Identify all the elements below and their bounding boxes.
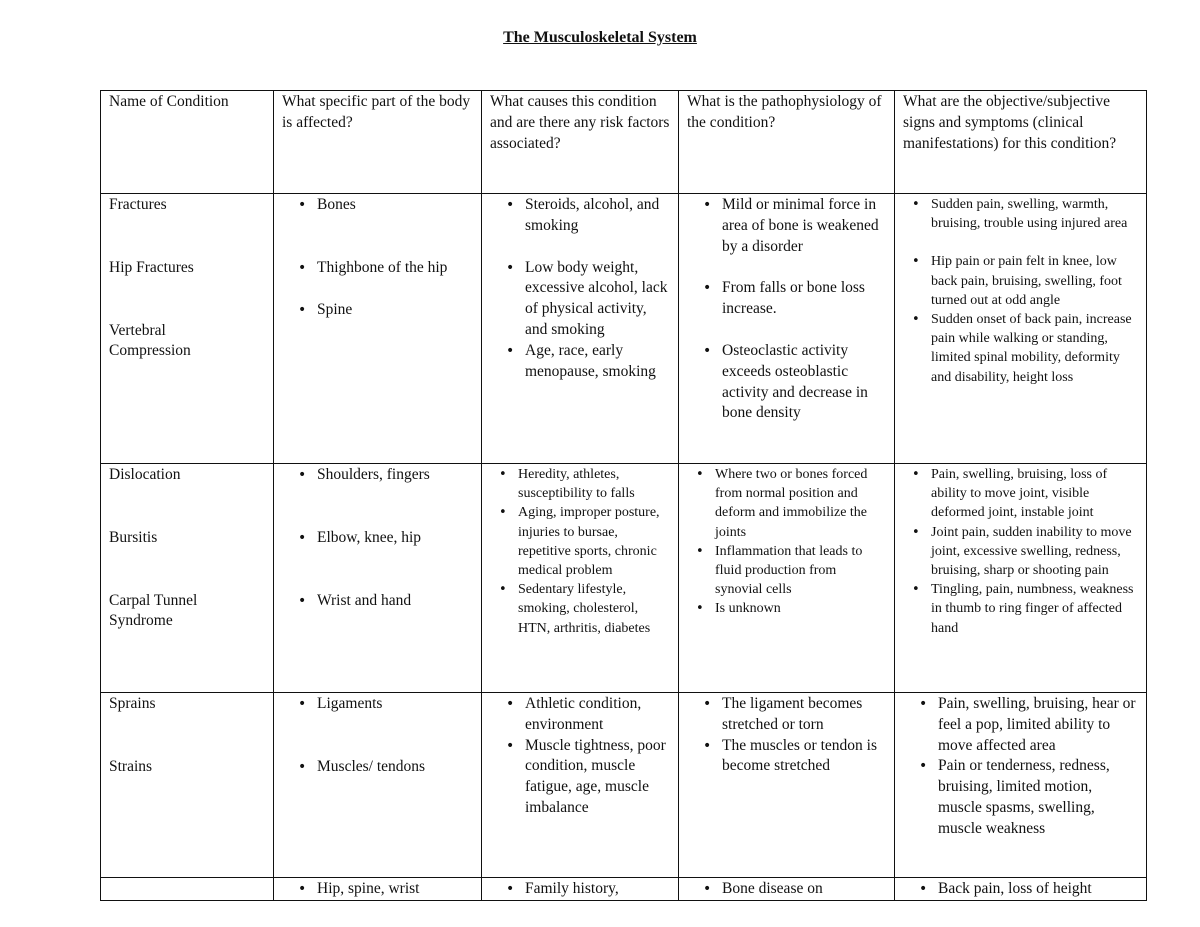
signs-cell (895, 464, 1147, 693)
list-item: • Ligaments (282, 694, 474, 715)
list-item: • Back pain, loss of height (903, 879, 1139, 900)
pathophysiology-cell (679, 693, 895, 878)
list-item: • Aging, improper posture, injuries to bursae, repetitive sports, chronic medical problem (490, 503, 671, 580)
list-item: • Hip pain or pain felt in knee, low back pain, bruising, swelling, foot turned out at odd angle (903, 252, 1139, 310)
condition-name: Dislocation (109, 466, 181, 483)
list-item: • Bones (282, 195, 474, 216)
list-item: • Pain, swelling, bruising, hear or feel a pop, limited ability to move affected area (903, 694, 1139, 756)
list-item: • From falls or bone loss increase. (687, 278, 887, 320)
header-cell: What is the pathophysiology of the condition? (679, 91, 895, 194)
list-item: • Athletic condition, environment (490, 694, 671, 736)
body-part-cell (274, 878, 482, 901)
list-item: • Heredity, athletes, susceptibility to falls (490, 465, 671, 503)
page-title: The Musculoskeletal System (503, 29, 697, 46)
table-row (101, 194, 1147, 464)
list-item: • Pain or tenderness, redness, bruising, limited motion, muscle spasms, swelling, muscle weakness (903, 756, 1139, 839)
condition-name: Bursitis (109, 528, 158, 546)
condition-names-cell (101, 693, 274, 878)
condition-name: Sprains (109, 695, 156, 712)
condition-names-cell (101, 464, 274, 693)
signs-cell (895, 693, 1147, 878)
list-item: • Tingling, pain, numbness, weakness in thumb to ring finger of affected hand (903, 580, 1139, 638)
list-item: • Bone disease on (687, 879, 887, 900)
pathophysiology-cell (679, 194, 895, 464)
causes-cell (482, 194, 679, 464)
list-item: • Where two or bones forced from normal position and deform and immobilize the joints (687, 465, 887, 542)
condition-name: Vertebral Compression (109, 321, 191, 360)
list-item: • Steroids, alcohol, and smoking (490, 195, 671, 237)
table-row (101, 464, 1147, 693)
list-item: • Sedentary lifestyle, smoking, cholesterol, HTN, arthritis, diabetes (490, 580, 671, 638)
list-item: • Hip, spine, wrist (282, 879, 474, 900)
header-cell: Name of Condition (101, 91, 274, 194)
condition-names-cell (101, 878, 274, 901)
condition-name: Carpal Tunnel Syndrome (109, 591, 198, 630)
list-item: • Shoulders, fingers (282, 465, 474, 486)
causes-cell (482, 464, 679, 693)
body-part-cell (274, 464, 482, 693)
header-cell: What are the objective/subjective signs and symptoms (clinical manifestations) for this condition? (895, 91, 1147, 194)
conditions-table (100, 90, 1147, 901)
list-item: • Family history, (490, 879, 671, 900)
list-item: • Age, race, early menopause, smoking (490, 341, 671, 383)
causes-cell (482, 693, 679, 878)
condition-name: Hip Fractures (109, 258, 194, 276)
header-cell: What causes this condition and are there any risk factors associated? (482, 91, 679, 194)
condition-names-cell (101, 194, 274, 464)
list-item: • The ligament becomes stretched or torn (687, 694, 887, 736)
list-item: • Is unknown (687, 599, 887, 618)
body-part-cell (274, 693, 482, 878)
table-row (101, 693, 1147, 878)
condition-name: Fractures (109, 196, 167, 213)
pathophysiology-cell (679, 878, 895, 901)
list-item: • Wrist and hand (282, 591, 474, 612)
list-item: • Sudden pain, swelling, warmth, bruising, trouble using injured area (903, 195, 1139, 233)
table-header-row (101, 91, 1147, 194)
list-item: • The muscles or tendon is become stretched (687, 736, 887, 778)
list-item: • Thighbone of the hip (282, 258, 474, 279)
signs-cell (895, 194, 1147, 464)
list-item: • Osteoclastic activity exceeds osteoblastic activity and decrease in bone density (687, 341, 887, 424)
list-item: • Low body weight, excessive alcohol, lack of physical activity, and smoking (490, 258, 671, 341)
header-cell: What specific part of the body is affected? (274, 91, 482, 194)
list-item: • Muscles/ tendons (282, 757, 474, 778)
condition-name: Strains (109, 757, 153, 775)
list-item: • Elbow, knee, hip (282, 528, 474, 549)
list-item: • Spine (282, 300, 474, 321)
causes-cell (482, 878, 679, 901)
list-item: • Sudden onset of back pain, increase pain while walking or standing, limited spinal mobility, deformity and disability, height loss (903, 310, 1139, 387)
pathophysiology-cell (679, 464, 895, 693)
body-part-cell (274, 194, 482, 464)
list-item: • Mild or minimal force in area of bone is weakened by a disorder (687, 195, 887, 257)
list-item: • Muscle tightness, poor condition, muscle fatigue, age, muscle imbalance (490, 736, 671, 819)
list-item: • Inflammation that leads to fluid production from synovial cells (687, 542, 887, 600)
list-item: • Joint pain, sudden inability to move joint, excessive swelling, redness, bruising, sharp or shooting pain (903, 523, 1139, 581)
list-item: • Pain, swelling, bruising, loss of ability to move joint, visible deformed joint, instable joint (903, 465, 1139, 523)
table-row (101, 878, 1147, 901)
signs-cell (895, 878, 1147, 901)
